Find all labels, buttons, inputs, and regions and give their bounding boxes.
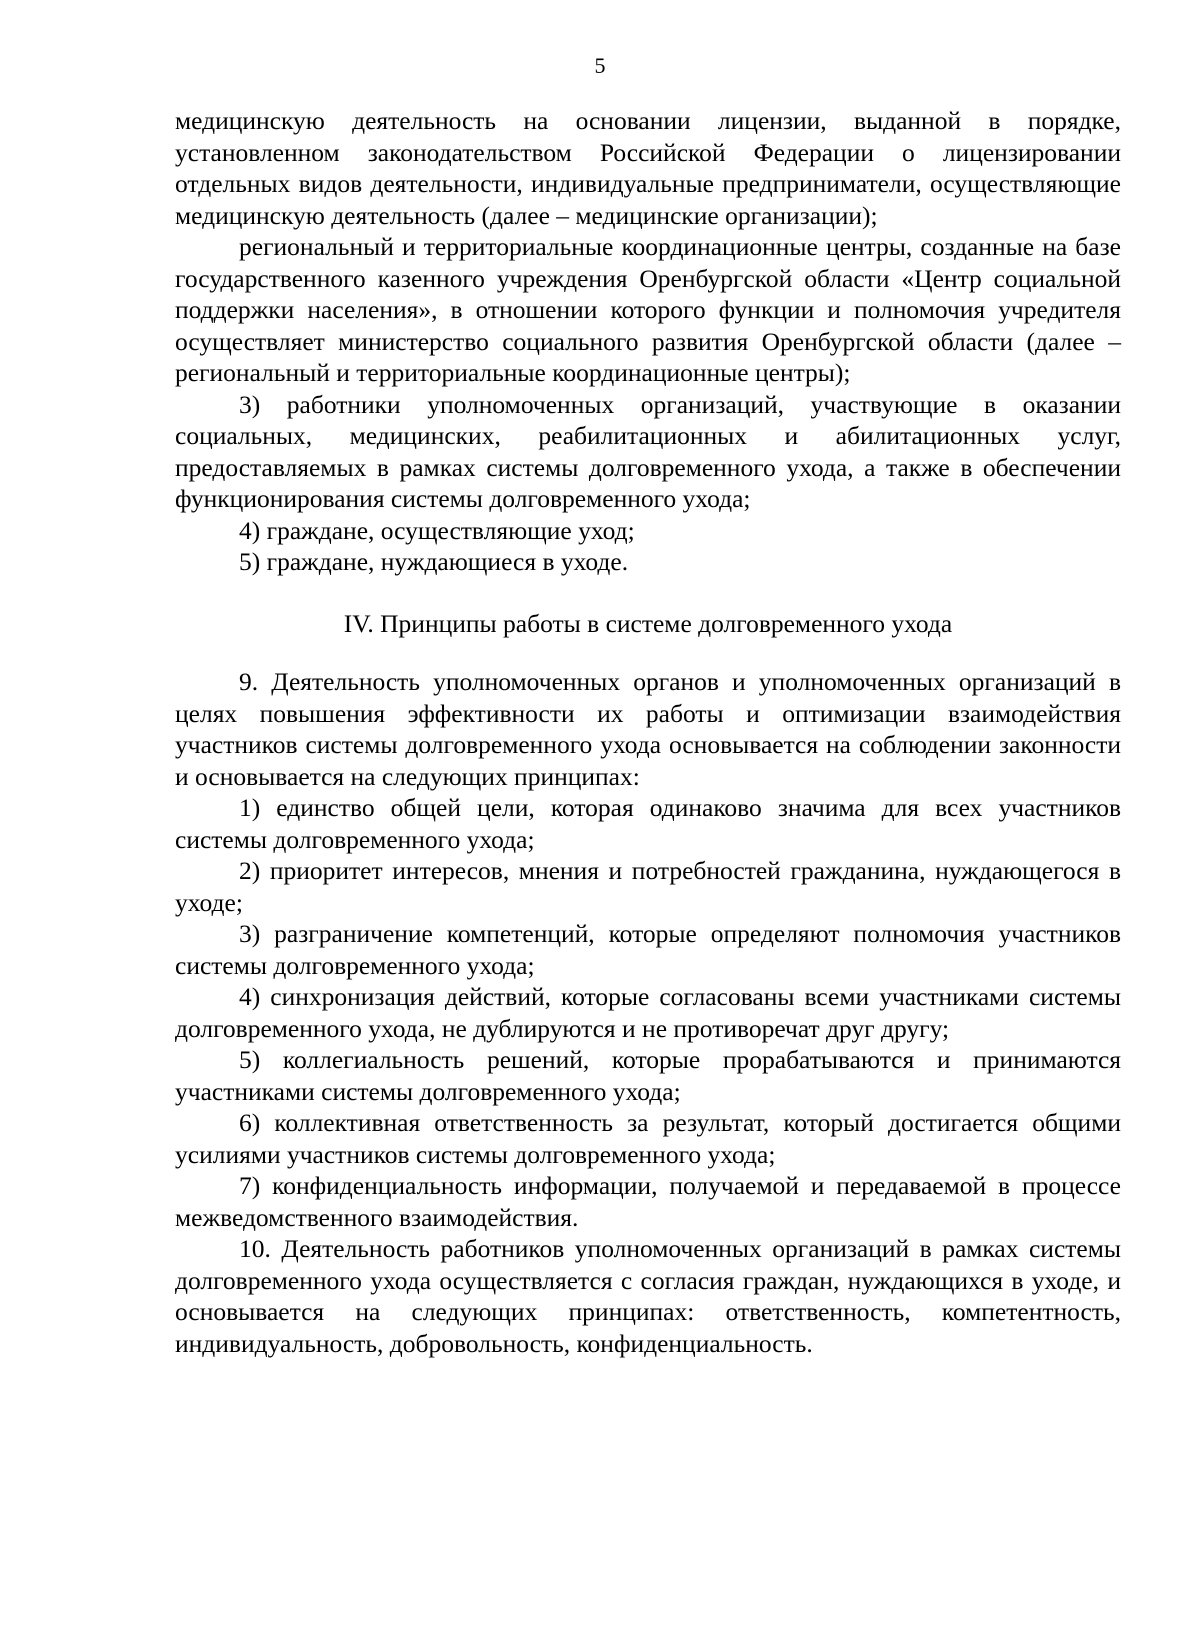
paragraph: медицинскую деятельность на основании лицензии, выданной в порядке, установленном законодательством Российской Федерации о лицензировании отдельных видов деятельности, индивидуальные предприниматели, осуществляющие медицинскую деятельность (далее – медицинские организации); <box>175 106 1121 230</box>
paragraph: 4) граждане, осуществляющие уход; <box>239 515 635 545</box>
document-body <box>175 105 1121 1359</box>
paragraph: региональный и территориальные координационные центры, созданные на базе государственного казенного учреждения Оренбургской области «Центр социальной поддержки населения», в отношении которого функции и полномочия учредителя осуществляет министерство социального развития Оренбургской области (далее – региональный и территориальные координационные центры); <box>175 232 1121 387</box>
paragraph: 10. Деятельность работников уполномоченных организаций в рамках системы долговременного ухода осуществляется с согласия граждан, нуждающихся в уходе, и основывается на следующих принципах: ответственность, компетентность, индивидуальность, добровольность, конфиденциальность. <box>175 1234 1121 1358</box>
paragraph: 6) коллективная ответственность за результат, который достигается общими усилиями участников системы долговременного ухода; <box>175 1108 1121 1169</box>
page-number: 5 <box>594 53 606 78</box>
paragraph: 1) единство общей цели, которая одинаково значима для всех участников системы долговременного ухода; <box>175 793 1121 854</box>
paragraph: 5) коллегиальность решений, которые прорабатываются и принимаются участниками системы долговременного ухода; <box>175 1045 1121 1106</box>
paragraph: 3) работники уполномоченных организаций, участвующие в оказании социальных, медицинских, реабилитационных и абилитационных услуг, предоставляемых в рамках системы долговременного ухода, а также в обеспечении функционирования системы долговременного ухода; <box>175 389 1121 513</box>
section-heading: IV. Принципы работы в системе долговременного ухода <box>343 608 953 638</box>
paragraph: 5) граждане, нуждающиеся в уходе. <box>239 547 629 576</box>
paragraph: 2) приоритет интересов, мнения и потребностей гражданина, нуждающегося в уходе; <box>175 856 1121 917</box>
paragraphs-before-heading <box>175 105 1121 578</box>
paragraph: 9. Деятельность уполномоченных органов и уполномоченных организаций в целях повышения эффективности их работы и оптимизации взаимодействия участников системы долговременного ухода основывается на соблюдении законности и основывается на следующих принципах: <box>175 667 1121 791</box>
paragraph: 4) синхронизация действий, которые согласованы всеми участниками системы долговременного ухода, не дублируются и не противоречат друг другу; <box>175 982 1121 1043</box>
paragraphs-after-heading <box>175 666 1121 1359</box>
paragraph: 7) конфиденциальность информации, получаемой и передаваемой в процессе межведомственного взаимодействия. <box>175 1171 1121 1232</box>
paragraph: 3) разграничение компетенций, которые определяют полномочия участников системы долговременного ухода; <box>175 919 1121 980</box>
